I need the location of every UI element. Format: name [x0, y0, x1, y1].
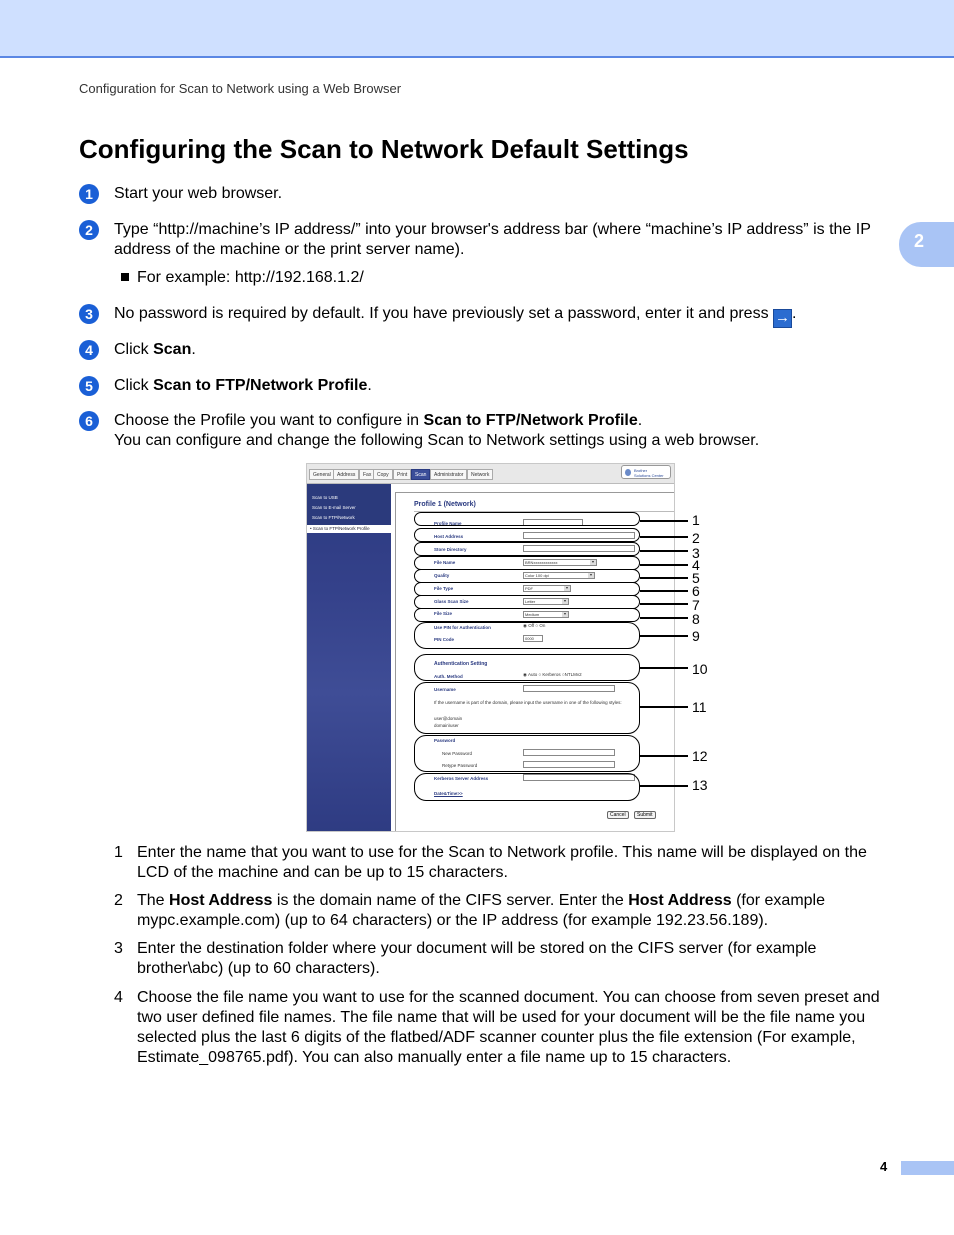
- arrow-right-icon: →: [775, 309, 791, 326]
- tab-scan[interactable]: Scan: [411, 469, 430, 480]
- leader-line: [640, 667, 688, 669]
- step-text: [114, 340, 894, 360]
- step-text-part: .: [191, 341, 196, 358]
- step-bold: Scan to FTP/Network Profile: [423, 412, 638, 429]
- note-text: [137, 891, 897, 931]
- step-text-line2: You can configure and change the following Scan to Network settings using a web browser.: [114, 432, 760, 449]
- step-badge: 4: [79, 340, 99, 360]
- note-text-part: (for example mypc.example.com) (up to 64 characters) or the IP address (for example 192.23.56.189).: [137, 892, 825, 929]
- callout-oval-8: [414, 608, 640, 622]
- radio-auto-label: Auto: [527, 672, 538, 677]
- tab-fax[interactable]: Fax: [359, 469, 375, 480]
- tab-print[interactable]: Print: [393, 469, 411, 480]
- note-text: Choose the file name you want to use for the scanned document. You can choose from seven preset and two user defined file names. The file name that will be used for your document will be the file name you selected plus the last 6 digits of the flatbed/ADF scanner counter plus the file extension (For example, Estimate_098765.pdf). You can also manually enter a file name up to 15 characters.: [137, 989, 880, 1066]
- quality-select[interactable]: Color 100 dpi ▼: [523, 572, 595, 579]
- callout-oval-11: [414, 682, 640, 734]
- radio-off-label: Off: [528, 623, 535, 628]
- step-badge: 1: [79, 184, 99, 204]
- note-bold: Host Address: [169, 892, 273, 909]
- brand-line-1: Brother: [634, 468, 648, 473]
- callout-13: 13: [692, 777, 708, 793]
- radio-on-label: On: [539, 623, 546, 628]
- running-head: Configuration for Scan to Network using a Web Browser: [79, 81, 402, 96]
- note-number: 3: [114, 940, 123, 957]
- step-text-part: .: [367, 377, 372, 394]
- radio-kerberos-label: Kerberos: [542, 672, 561, 677]
- footer-bar: [901, 1161, 954, 1175]
- callout-11: 11: [692, 699, 707, 715]
- step-text-part: Click: [114, 341, 154, 358]
- step-text: [114, 411, 894, 451]
- label-auth-method: Auth. Method: [434, 674, 463, 679]
- step-badge: 6: [79, 411, 99, 431]
- callout-oval-5: [414, 569, 640, 583]
- label-use-pin: Use PIN for Authentication: [434, 625, 491, 630]
- tab-copy[interactable]: Copy: [373, 469, 393, 480]
- step-badge: 5: [79, 376, 99, 396]
- sidebar-item-scan-to-ftp-network[interactable]: Scan to FTP/Network: [312, 515, 355, 520]
- callout-9: 9: [692, 628, 700, 644]
- panel-title: Profile 1 (Network): [414, 501, 476, 508]
- step-text: Type “http://machine’s IP address/” into your browser's address bar (where “machine’s IP address” is the IP address of the machine or the print server name).: [114, 221, 871, 258]
- label-password: Password: [434, 738, 456, 743]
- leader-line: [640, 536, 688, 538]
- label-retype-password: Retype Password: [442, 763, 478, 768]
- step-text-part: No password is required by default. If you have previously set a password, enter it and press: [114, 305, 769, 322]
- file-name-select[interactable]: BRNxxxxxxxxxxxx ▼: [523, 559, 597, 566]
- label-username: Username: [434, 687, 456, 692]
- label-new-password: New Password: [442, 751, 473, 756]
- callout-oval-1: [414, 512, 640, 526]
- step-badge: 2: [79, 220, 99, 240]
- leader-line: [640, 706, 688, 708]
- header-band: [0, 0, 954, 58]
- sidebar-item-scan-to-usb[interactable]: Scan to USB: [312, 495, 338, 500]
- note-number: 2: [114, 892, 123, 909]
- label-glass-scan-size: Glass Scan Size: [434, 599, 469, 604]
- leader-line: [640, 564, 688, 566]
- brand-line-2: Solutions Center: [634, 473, 664, 478]
- file-type-select[interactable]: PDF ▼: [523, 585, 571, 592]
- note-text-part: The: [137, 892, 170, 909]
- label-profile-name: Profile Name: [434, 521, 462, 526]
- callout-7: 7: [692, 597, 700, 613]
- callout-oval-7: [414, 595, 640, 609]
- callout-6: 6: [692, 583, 700, 599]
- submit-button[interactable]: Submit: [634, 811, 656, 819]
- tab-general[interactable]: General: [309, 469, 335, 480]
- label-host-address: Host Address: [434, 534, 464, 539]
- pin-radio-group[interactable]: ◉ Off ○ On: [523, 623, 546, 628]
- tab-bar: [307, 464, 675, 484]
- step-text-part: .: [637, 412, 643, 429]
- callout-8: 8: [692, 611, 700, 627]
- step-text-part: .: [792, 305, 797, 322]
- step-text: [114, 304, 894, 328]
- tab-network[interactable]: Network: [467, 469, 493, 480]
- callout-4: 4: [692, 557, 700, 573]
- leader-line: [640, 603, 688, 605]
- auth-method-radio-group[interactable]: ◉ Auto ○ Kerberos ○NTLMv2: [523, 672, 582, 677]
- callout-oval-10: [414, 654, 640, 681]
- leader-line: [640, 785, 688, 787]
- auth-setting-heading: Authentication Setting: [434, 661, 488, 667]
- bullet-square-icon: [121, 273, 129, 281]
- solutions-center-logo[interactable]: [621, 465, 671, 479]
- callout-oval-6: [414, 582, 640, 596]
- label-quality: Quality: [434, 573, 450, 578]
- username-example-1: user@domain: [434, 716, 463, 721]
- example-bullet: [121, 269, 364, 287]
- callout-oval-2: [414, 528, 640, 542]
- page-number: 4: [880, 1159, 888, 1174]
- note-text-part: is the domain name of the CIFS server. Enter the: [272, 892, 629, 909]
- date-time-link[interactable]: Date&Time>>: [434, 791, 463, 796]
- leader-line: [640, 617, 688, 619]
- glass-scan-size-select[interactable]: Letter ▼: [523, 598, 569, 605]
- callout-1: 1: [692, 512, 700, 528]
- label-file-type: File Type: [434, 586, 454, 591]
- callout-oval-9: [414, 622, 640, 649]
- leader-line: [640, 577, 688, 579]
- leader-line: [640, 590, 688, 592]
- note-number: 1: [114, 844, 123, 861]
- label-kerberos-server: Kerberos Server Address: [434, 776, 489, 781]
- callout-oval-13: [414, 773, 640, 801]
- step-text-part: Choose the Profile you want to configure in: [114, 412, 424, 429]
- label-file-size: File Size: [434, 611, 453, 616]
- cancel-button[interactable]: Cancel: [607, 811, 629, 819]
- tab-administrator[interactable]: Administrator: [430, 469, 467, 480]
- label-pin-code: PIN Code: [434, 637, 455, 642]
- sidebar: [307, 484, 391, 832]
- callout-oval-12: [414, 735, 640, 772]
- sidebar-item-ftp-network-profile[interactable]: • Scan to FTP/Network Profile: [307, 525, 391, 533]
- callout-oval-3: [414, 542, 640, 556]
- note-number: 4: [114, 989, 123, 1006]
- callout-oval-4: [414, 556, 640, 570]
- callout-5: 5: [692, 570, 700, 586]
- callout-2: 2: [692, 530, 700, 546]
- callout-12: 12: [692, 748, 708, 764]
- note-bold: Host Address: [628, 892, 732, 909]
- leader-line: [640, 755, 688, 757]
- chapter-number: 2: [914, 231, 925, 251]
- callout-10: 10: [692, 661, 708, 677]
- note-text: Enter the destination folder where your document will be stored on the CIFS server (for example brother\abc) (up to 60 characters).: [137, 940, 817, 977]
- label-file-name: File Name: [434, 560, 456, 565]
- page-title: Configuring the Scan to Network Default Settings: [79, 134, 689, 164]
- chapter-tab: [899, 222, 954, 267]
- leader-line: [640, 550, 688, 552]
- tab-address[interactable]: Address: [333, 469, 359, 480]
- username-example-2: domain\user: [434, 723, 459, 728]
- sidebar-item-scan-to-email-server[interactable]: Scan to E-mail Server: [312, 505, 356, 510]
- leader-line: [640, 635, 688, 637]
- callout-3: 3: [692, 545, 700, 561]
- pin-code-input[interactable]: 0000: [523, 635, 543, 642]
- file-size-select[interactable]: Medium ▼: [523, 611, 569, 618]
- leader-line: [640, 520, 688, 522]
- step-bold: Scan to FTP/Network Profile: [153, 377, 368, 394]
- step-bold: Scan: [153, 341, 192, 358]
- step-badge: 3: [79, 304, 99, 324]
- username-hint: If the username is part of the domain, please input the username in one of the following styles:: [434, 700, 622, 705]
- step-text: Start your web browser.: [114, 185, 283, 202]
- note-text: Enter the name that you want to use for the Scan to Network profile. This name will be displayed on the LCD of the machine and can be up to 15 characters.: [137, 844, 867, 881]
- radio-ntlm-label: NTLMv2: [564, 672, 582, 677]
- label-store-directory: Store Directory: [434, 547, 467, 552]
- example-text: For example: http://192.168.1.2/: [137, 269, 364, 286]
- step-text: [114, 376, 894, 396]
- step-text-part: Click: [114, 377, 154, 394]
